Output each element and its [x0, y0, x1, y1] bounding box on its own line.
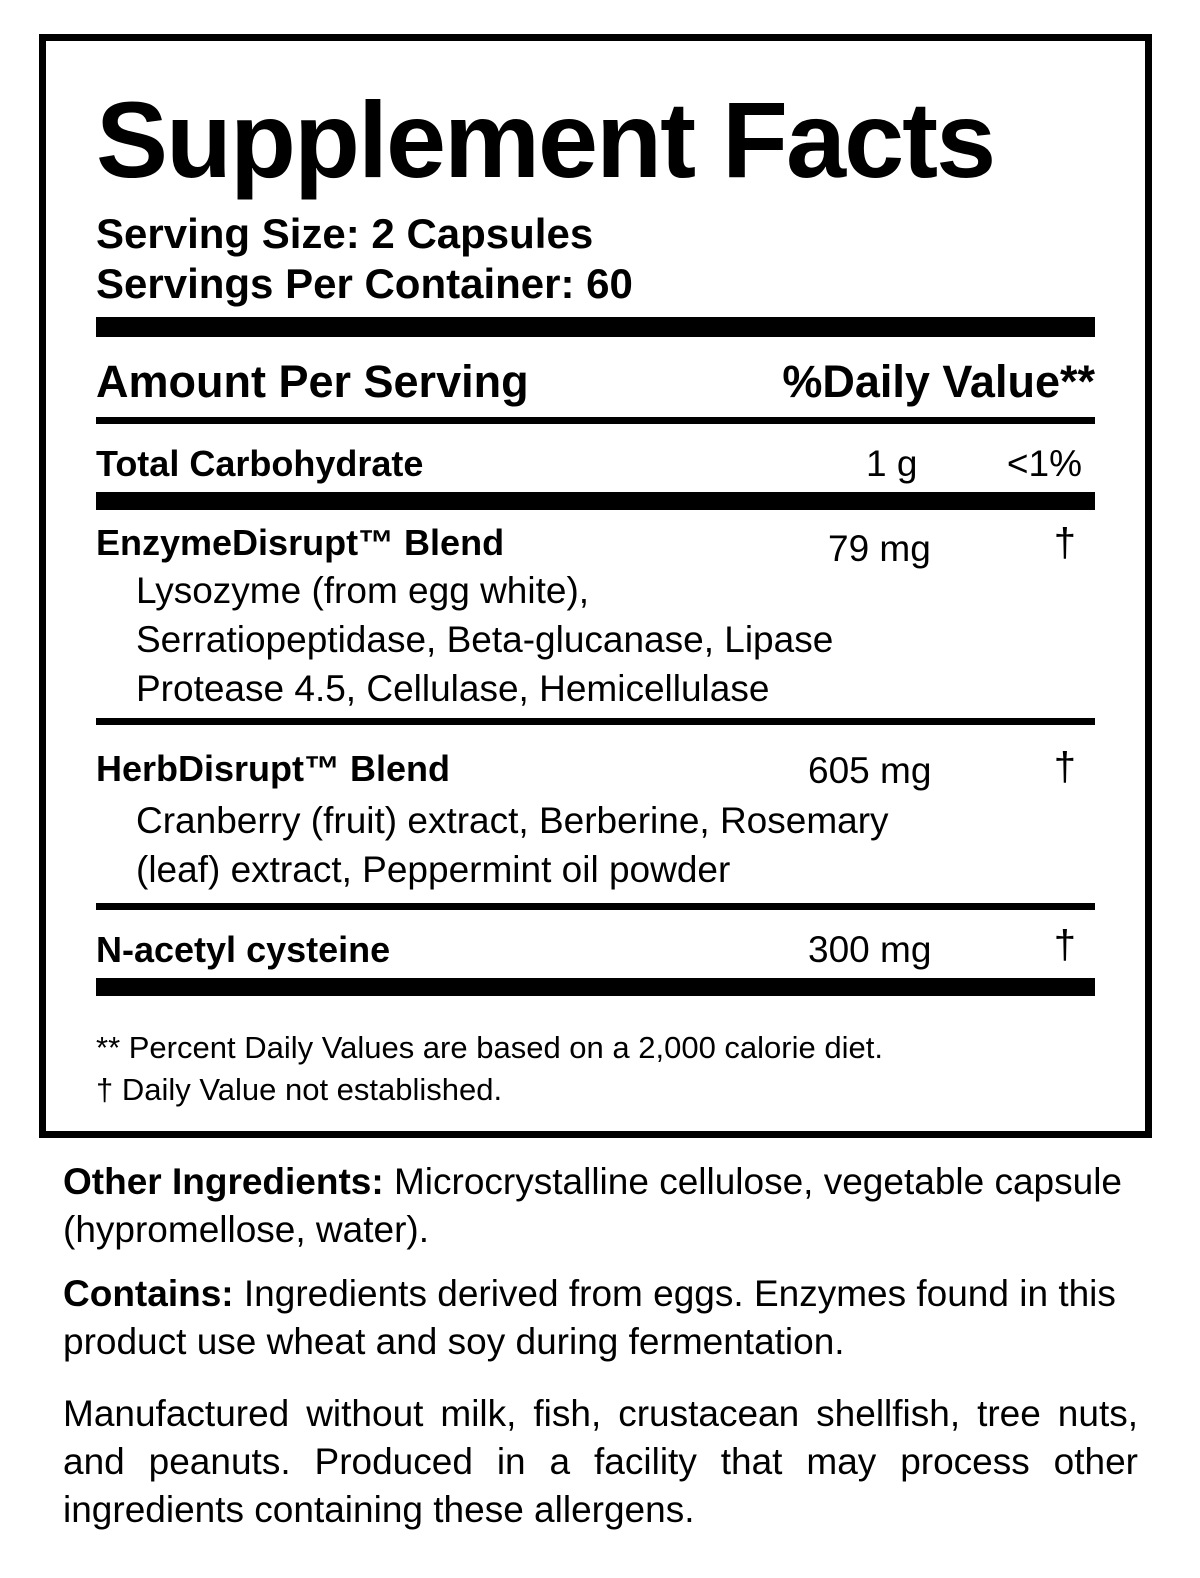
row-amount-n-acetyl-cysteine: 300 mg [808, 929, 932, 970]
row-name-total-carbohydrate: Total Carbohydrate [96, 443, 424, 484]
supplement-facts-panel [39, 34, 1152, 1138]
contains-label: Contains: [63, 1273, 234, 1314]
panel-content [96, 41, 1095, 1131]
row-name-enzymedisrupt-blend: EnzymeDisrupt™ Blend [96, 522, 505, 563]
divider-thin [96, 417, 1095, 424]
divider-thick [96, 317, 1095, 337]
ingredient-line: Lysozyme (from egg white), [136, 570, 590, 611]
row-dv-enzymedisrupt-blend: † [1053, 521, 1076, 565]
row-dv-total-carbohydrate: <1% [1006, 443, 1082, 484]
footnote-daily-values: ** Percent Daily Values are based on a 2,000 calorie diet. [96, 1030, 883, 1065]
ingredient-line: Serratiopeptidase, Beta-glucanase, Lipase [136, 619, 834, 660]
row-dv-herbdisrupt-blend: † [1053, 745, 1076, 789]
contains-text: Ingredients derived from eggs. Enzymes found in this product use wheat and soy during fermentation. [63, 1273, 1116, 1362]
contains-statement [63, 1270, 1138, 1366]
divider-medium [96, 978, 1095, 996]
manufacturing-note: Manufactured without milk, fish, crustacean shellfish, tree nuts, and peanuts. Produced in a facility that may process other ingredients containing these allergens. [63, 1393, 1138, 1530]
other-ingredients-text: Microcrystalline cellulose, vegetable capsule (hypromellose, water). [63, 1161, 1123, 1250]
herbdisrupt-ingredients [136, 796, 1036, 894]
row-dv-n-acetyl-cysteine: † [1053, 923, 1076, 967]
servings-per-container: Servings Per Container: 60 [96, 260, 633, 307]
panel-title: Supplement Facts [96, 79, 995, 200]
row-amount-total-carbohydrate: 1 g [866, 443, 918, 484]
row-name-herbdisrupt-blend: HerbDisrupt™ Blend [96, 748, 451, 789]
divider-thin [96, 718, 1095, 725]
enzymedisrupt-ingredients [136, 566, 1036, 713]
serving-size: Serving Size: 2 Capsules [96, 210, 594, 257]
row-amount-herbdisrupt-blend: 605 mg [808, 750, 932, 791]
ingredient-line: Protease 4.5, Cellulase, Hemicellulase [136, 668, 770, 709]
row-name-n-acetyl-cysteine: N-acetyl cysteine [96, 929, 391, 970]
divider-thin [96, 903, 1095, 910]
other-ingredients-label: Other Ingredients: [63, 1161, 384, 1202]
ingredient-line: Cranberry (fruit) extract, Berberine, Rosemary [136, 800, 889, 841]
daily-value-header: %Daily Value** [782, 356, 1095, 407]
amount-per-serving-header: Amount Per Serving [96, 356, 529, 407]
other-ingredients [63, 1158, 1138, 1254]
divider-medium [96, 492, 1095, 510]
row-amount-enzymedisrupt-blend: 79 mg [828, 528, 931, 569]
footnote-dagger: † Daily Value not established. [96, 1072, 503, 1107]
ingredient-line: (leaf) extract, Peppermint oil powder [136, 849, 731, 890]
